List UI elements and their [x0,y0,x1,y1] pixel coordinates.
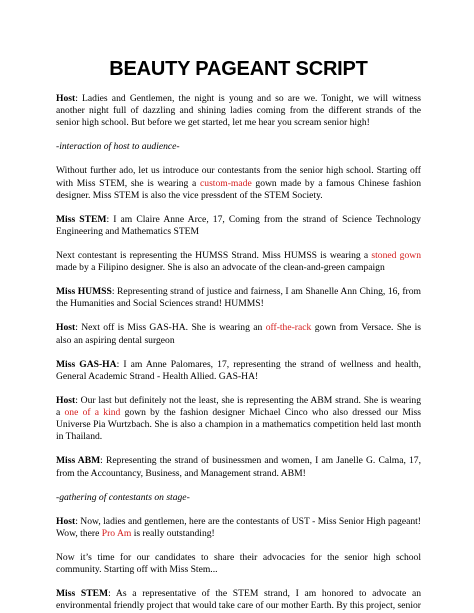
highlighted-phrase: off-the-rack [265,322,312,334]
miss-stem-paragraph [56,214,421,238]
miss-abm-paragraph [56,455,421,479]
speaker-label: Miss STEM [56,588,109,600]
dialogue-text: : Representing the strand of businessmen and women, I am Janelle G. Calma, 17, from the Accountancy, Business, and Management strand. ABM! [56,455,421,479]
dialogue-text: : I am Anne Palomares, 17, representing the strand of wellness and health, General Academic Strand - Health Allied. GAS-HA! [56,358,421,382]
dialogue-text: gown made by a famous Chinese fashion designer. Miss STEM is also the vice pressdent of the STEM Society. [56,177,421,201]
dialogue-text: : Ladies and Gentlemen, the night is young and so are we. Tonight, we will witness another night full of dazzling and shining ladies coming from the different strands of the senior high school. But before we get started, let me hear you scream senior high! [56,93,421,129]
speaker-label: Host [56,394,76,406]
highlighted-phrase: stoned gown [371,250,421,262]
miss-humss-paragraph [56,286,421,310]
dialogue-text: : I am Claire Anne Arce, 17, Coming from the strand of Science Technology Engineering and Mathematics STEM [56,213,421,238]
dialogue-text: Next contestant is representing the HUMSS Strand. Miss HUMSS is wearing a [56,250,372,262]
stem-introduction-paragraph [56,165,421,202]
dialogue-text: : Next off is Miss GAS-HA. She is wearing an [75,322,266,334]
highlighted-phrase: one of a kind [64,407,121,419]
miss-gasha-paragraph [56,359,421,383]
document-title: BEAUTY PAGEANT SCRIPT [109,58,368,80]
dialogue-text: made by a Filipino designer. She is also an advocate of the clean-and-green campaign [56,262,385,274]
host-gasha-paragraph [56,322,421,346]
host-opening-paragraph [56,93,421,130]
stage-direction: -gathering of contestants on stage- [56,491,190,503]
dialogue-text: : Our last but definitely not the least, she is representing the ABM strand. She is wearing a [56,394,421,419]
advocacy-intro-paragraph: Now it’s time for our candidates to share their advocacies for the senior high school community. Starting off with Miss Stem... [56,551,421,576]
dialogue-text: is really outstanding! [131,527,215,539]
dialogue-text: : As a representative of the STEM strand, I am honored to advocate an environmental friendly project that would take care of our mother Earth. By this project, senior [56,588,422,612]
dialogue-text: : Now, ladies and gentlemen, here are the contestants of UST - Miss Senior High pageant! Wow, there [56,515,421,539]
speaker-label: Miss STEM [56,213,107,225]
speaker-label: Host [56,322,76,334]
highlighted-phrase: custom-made [200,177,252,189]
highlighted-phrase: Pro Am [101,527,132,539]
stage-direction: -interaction of host to audience- [56,141,180,153]
miss-stem-advocacy-paragraph [56,588,421,612]
host-contestants-paragraph [56,516,421,540]
speaker-label: Miss ABM [56,455,101,467]
dialogue-text: gown from Versace. She is also an aspiring dental surgeon [56,322,421,346]
speaker-label: Miss GAS-HA [56,358,117,370]
speaker-label: Host [56,515,76,527]
dialogue-text: Without further ado, let us introduce our contestants from the senior high school. Starting off with Miss STEM, she is wearing a [56,165,421,189]
host-abm-paragraph [56,395,421,444]
speaker-label: Miss HUMSS [56,286,112,298]
humss-introduction-paragraph [56,250,421,274]
dialogue-text: : Representing strand of justice and fairness, I am Shanelle Ann Ching, 16, from the Humanities and Social Sciences strand! HUMMS! [56,286,422,310]
dialogue-text: gown by the fashion designer Michael Cinco who also dressed our Miss Universe Pia Wurtzbach. She is also a champion in a mathematics competition held last month in Thailand. [56,407,421,443]
speaker-label: Host [56,93,76,104]
